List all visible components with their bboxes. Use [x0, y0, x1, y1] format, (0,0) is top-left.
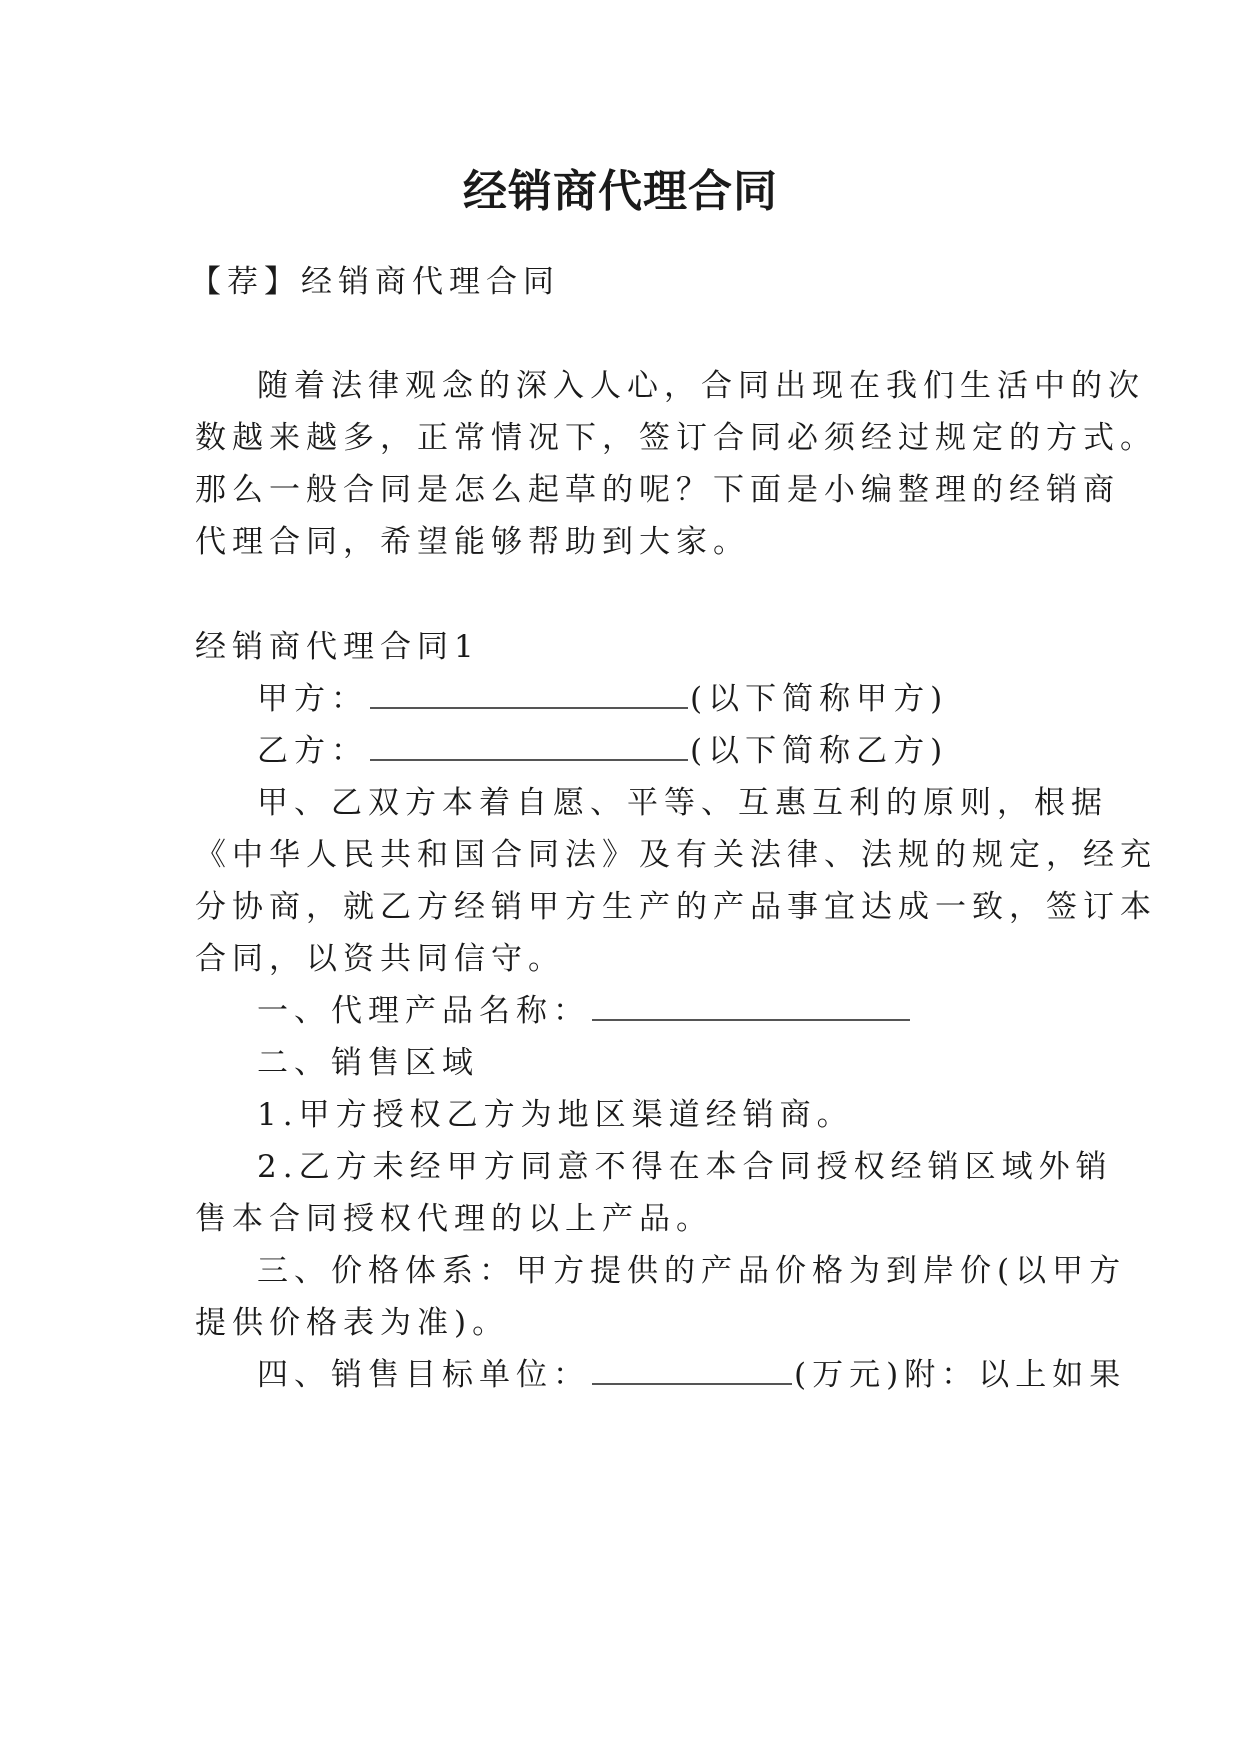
preamble-line: 合同，以资共同信守。 [195, 941, 565, 977]
intro-line: 代理合同，希望能够帮助到大家。 [195, 524, 750, 560]
party-a-line [257, 679, 948, 719]
document-title: 经销商代理合同 [463, 166, 778, 217]
recommend-line: 【荐】经销商代理合同 [190, 264, 560, 300]
item1-line [257, 991, 912, 1031]
party-b-label: 乙方： [257, 733, 368, 769]
party-a-blank [370, 679, 688, 709]
intro-line: 随着法律观念的深入人心，合同出现在我们生活中的次 [257, 368, 1145, 404]
item2-1: 1.甲方授权乙方为地区渠道经销商。 [257, 1097, 854, 1133]
party-a-label: 甲方： [257, 681, 368, 717]
party-a-suffix: (以下简称甲方) [690, 681, 949, 717]
item2-2-line: 2.乙方未经甲方同意不得在本合同授权经销区域外销 [257, 1149, 1113, 1185]
party-b-suffix: (以下简称乙方) [690, 733, 949, 769]
item4-label: 四、销售目标单位： [257, 1357, 590, 1393]
item4-blank [592, 1355, 792, 1385]
item2-2-line: 售本合同授权代理的以上产品。 [195, 1201, 713, 1237]
party-b-line [257, 731, 948, 771]
item1-label: 一、代理产品名称： [257, 993, 590, 1029]
intro-line: 数越来越多，正常情况下，签订合同必须经过规定的方式。 [195, 420, 1157, 456]
item1-blank [592, 991, 910, 1021]
item3-line: 提供价格表为准)。 [195, 1305, 510, 1341]
item3-line: 三、价格体系：甲方提供的产品价格为到岸价(以甲方 [257, 1253, 1127, 1289]
preamble-line: 分协商，就乙方经销甲方生产的产品事宜达成一致，签订本 [195, 889, 1157, 925]
preamble-line: 甲、乙双方本着自愿、平等、互惠互利的原则，根据 [257, 785, 1108, 821]
intro-line: 那么一般合同是怎么起草的呢？下面是小编整理的经销商 [195, 472, 1120, 508]
item4-suffix: (万元)附：以上如果 [794, 1357, 1127, 1393]
item2-heading: 二、销售区域 [257, 1045, 479, 1081]
section-title: 经销商代理合同1 [195, 629, 480, 665]
party-b-blank [370, 731, 688, 761]
item4-line [257, 1355, 1126, 1395]
preamble-line: 《中华人民共和国合同法》及有关法律、法规的规定，经充 [195, 837, 1157, 873]
